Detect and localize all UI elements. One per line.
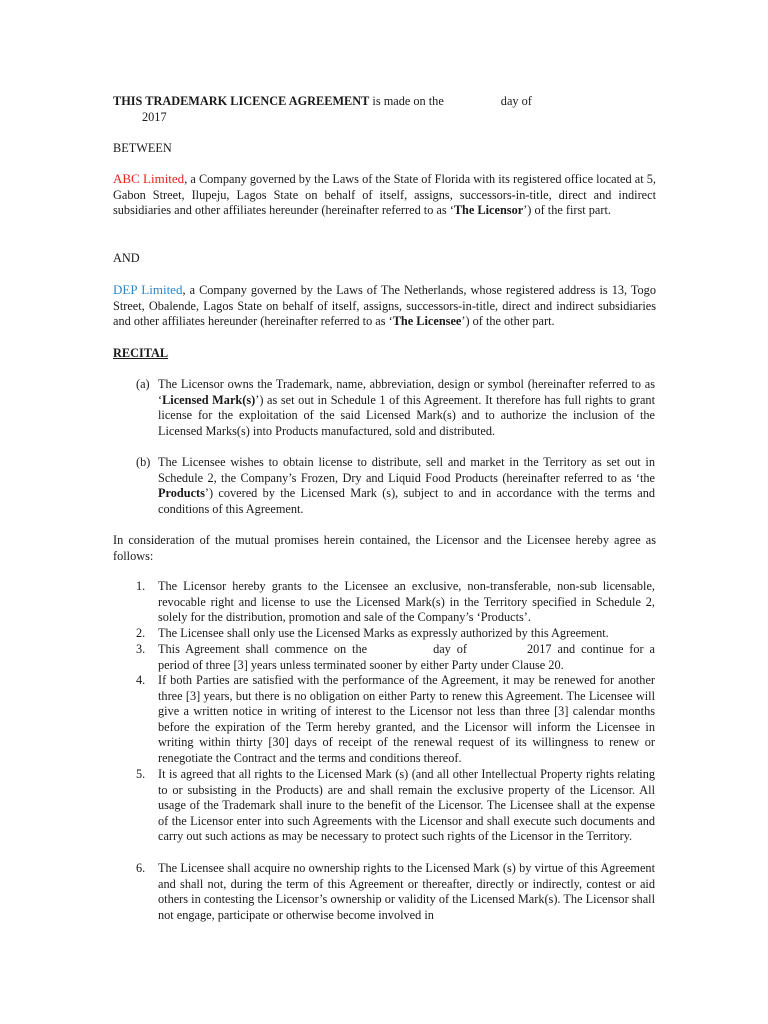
- clause-item: [136, 861, 655, 923]
- recital-heading: RECITAL: [113, 346, 169, 360]
- clause-item: [136, 626, 655, 642]
- licensor-tail: ’) of the first part.: [523, 203, 611, 218]
- clause-number: 4.: [136, 673, 146, 687]
- agreement-title: THIS TRADEMARK LICENCE AGREEMENT: [113, 94, 370, 108]
- title-day-of: day of: [500, 94, 532, 108]
- clause-number: 5.: [136, 767, 146, 781]
- recital-text: The Licensor owns the Trademark, name, abbreviation, design or symbol (hereinafter referred to as ‘Licensed Mark(s)’) as set out in Schedule 1 of this Agreement. It therefore has full rights to grant license for the exploitation of the said Licensed Mark(s) and to authorize the inclusion of the Licensed Marks(s) into Products manufactured, sold and distributed.: [158, 377, 655, 438]
- clause-item: [136, 673, 655, 767]
- licensor-defined-term: The Licensor: [453, 203, 524, 218]
- clause-number: 1.: [136, 579, 146, 593]
- clause-item: [136, 642, 655, 673]
- consideration-paragraph: In consideration of the mutual promises herein contained, the Licensor and the Licensee hereby agree as follows:: [113, 533, 656, 563]
- clause-text: It is agreed that all rights to the Licensed Mark (s) (and all other Intellectual Property rights relating to or subsisting in the Products) are and shall remain the exclusive property of the Licensor. All usage of the Trademark shall inure to the benefit of the Licensor. The Licensee shall at the expense of the Licensor enter into such Agreements with the Licensor and shall execute such documents and carry out such actions as may be necessary to protect such rights of the Licensor in the Territory.: [158, 767, 655, 844]
- clause-item: [136, 579, 655, 626]
- licensee-name: DEP Limited: [113, 282, 183, 297]
- party-licensor: [113, 171, 656, 219]
- products-term: Products: [158, 486, 205, 501]
- recital-item: [136, 455, 655, 517]
- licensed-marks-term: Licensed Mark(s): [162, 392, 256, 407]
- recital-label: (a): [136, 377, 150, 391]
- and-label: AND: [113, 251, 140, 265]
- clause-text: The Licensee shall only use the Licensed Marks as expressly authorized by this Agreement.: [158, 626, 609, 640]
- licensee-text: , a Company governed by the Laws of The Netherlands, whose registered address is 13, Togo Street, Obalende, Lagos State on behalf of itself, assigns, successors-in-title, direct and indirect subsidiaries and other affiliates hereunder (hereinafter referred to as ‘: [113, 283, 656, 329]
- between-label: BETWEEN: [113, 141, 172, 155]
- clause-item: [136, 767, 655, 845]
- clause-number: 2.: [136, 626, 146, 640]
- recital-text: The Licensee wishes to obtain license to distribute, sell and market in the Territory as set out in Schedule 2, the Company’s Frozen, Dry and Liquid Food Products (hereinafter referred to as ‘the Products’) covered by the Licensed Mark (s), subject to and in accordance with the terms and conditions of this Agreement.: [158, 455, 655, 516]
- recital-item: [136, 377, 655, 439]
- clause-text: This Agreement shall commence on the day of 2017 and continue for a period of three [3] years unless terminated sooner by either Party under Clause 20.: [158, 642, 655, 672]
- clause-text: The Licensee shall acquire no ownership rights to the Licensed Mark (s) by virtue of this Agreement and shall not, during the term of this Agreement or thereafter, directly or indirectly, contest or aid others in contesting the Licensor’s ownership or validity of the Licensed Mark(s). The Licensor shall not engage, participate or otherwise become involved in: [158, 861, 655, 922]
- agreement-title-line: [113, 94, 656, 125]
- recital-label: (b): [136, 455, 151, 469]
- clause-number: 6.: [136, 861, 146, 875]
- licensor-text: , a Company governed by the Laws of the State of Florida with its registered office located at 5, Gabon Street, Ilupeju, Lagos State on behalf of itself, assigns, successors-in-title, direct and indirect subsidiaries and other affiliates hereunder (hereinafter referred to as ‘: [113, 172, 656, 218]
- clause-text: The Licensor hereby grants to the Licensee an exclusive, non-transferable, non-sub licensable, revocable right and license to use the Licensed Mark(s) in the Territory specified in Schedule 2, solely for the distribution, promotion and sale of the Company’s ‘Products’.: [158, 579, 655, 625]
- clause-text: If both Parties are satisfied with the performance of the Agreement, it may be renewed for another three [3] years, but there is no obligation on either Party to renew this Agreement. The Licensee will give a written notice in writing of interest to the Licensor not less than three [3] calendar months before the expiration of the Term hereby granted, and the Licensor will inform the Licensee in writing within thirty [30] days of receipt of the renewal request of its willingness to renew or renegotiate the Contract and the terms and conditions thereof.: [158, 673, 655, 765]
- clause-number: 3.: [136, 642, 146, 656]
- licensor-name: ABC Limited: [113, 171, 185, 186]
- party-licensee: [113, 282, 656, 330]
- licensee-tail: ’) of the other part.: [461, 314, 555, 329]
- licensee-defined-term: The Licensee: [392, 314, 462, 329]
- title-year: 2017: [142, 109, 167, 124]
- title-rest: is made on the: [369, 94, 444, 108]
